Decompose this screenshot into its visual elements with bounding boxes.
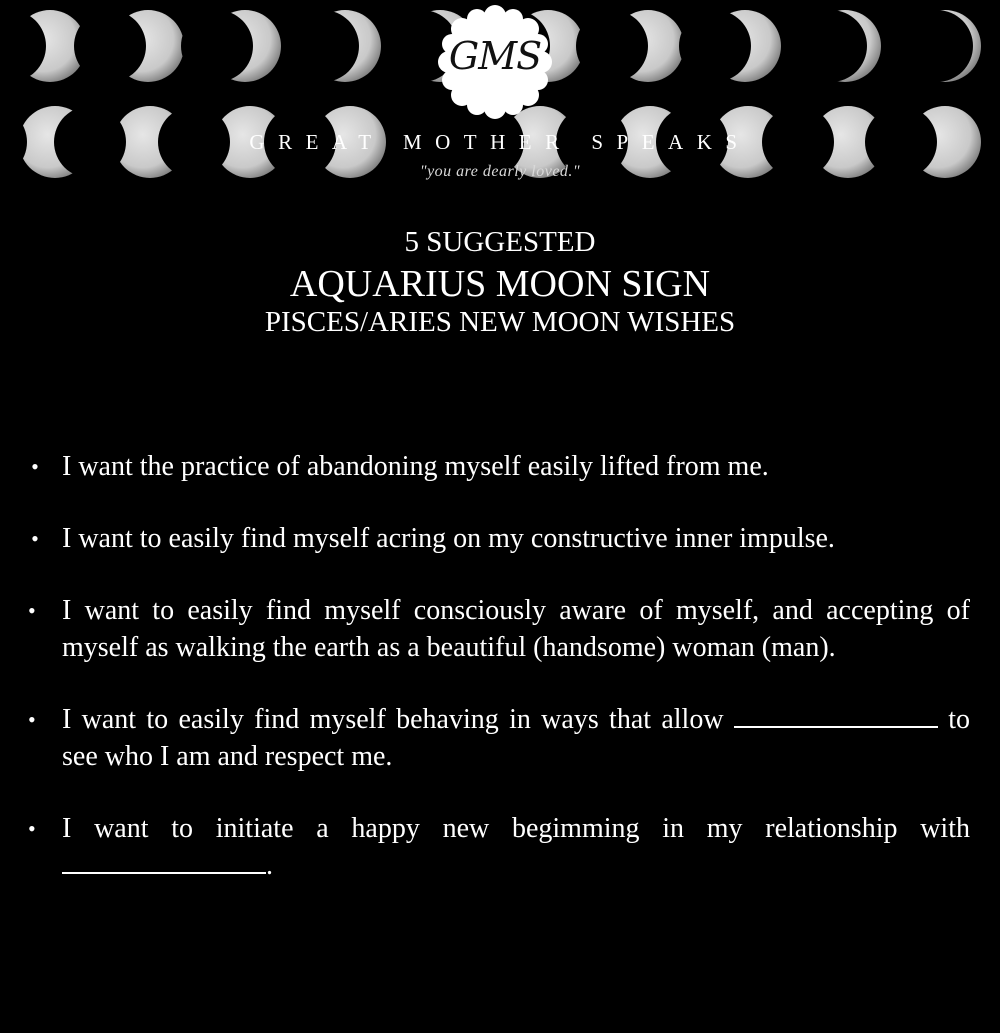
- heading-subtitle: PISCES/ARIES NEW MOON WISHES: [264, 306, 736, 338]
- list-item: [28, 592, 970, 666]
- bullet-icon: •: [28, 816, 36, 841]
- list-item: [28, 810, 970, 884]
- bullet-icon: •: [28, 598, 36, 623]
- fill-in-blank: [734, 702, 938, 728]
- wish-text: I want to easily find myself consciously aware of myself, and accepting of myself as walking the earth as a beautiful (handsome) woman (man).: [62, 595, 970, 663]
- brand-name: GREAT MOTHER SPEAKS: [249, 130, 751, 154]
- moon-phase-icon: [74, 10, 184, 82]
- wish-text-end: to see who I am and respect me.: [62, 704, 970, 772]
- heading-title: AQUARIUS MOON SIGN: [289, 263, 711, 305]
- bullet-icon: •: [31, 454, 39, 479]
- wish-text: I want to easily find myself acring on my constructive inner impulse.: [62, 523, 835, 554]
- logo-monogram: GMS: [448, 34, 542, 78]
- wishes-list: [28, 448, 970, 919]
- moon-phase-icon: [576, 10, 684, 82]
- list-item: [28, 520, 970, 557]
- heading-count: 5 SUGGESTED: [404, 226, 596, 258]
- wish-text: I want to easily find myself behaving in ways that allow: [62, 704, 724, 735]
- wish-text-end: .: [266, 850, 273, 881]
- moon-phase-icon: [287, 10, 381, 82]
- bullet-icon: •: [31, 526, 39, 551]
- fill-in-blank: [62, 848, 266, 874]
- wish-text: I want the practice of abandoning myself easily lifted from me.: [62, 451, 769, 482]
- moon-phase-icon: [901, 10, 981, 82]
- wish-text: I want to initiate a happy new begimming in my relationship with: [62, 813, 970, 844]
- logo-badge: [436, 4, 554, 120]
- moon-phase-icon: [795, 10, 881, 82]
- moon-phase-icon: [679, 10, 781, 82]
- list-item: [28, 701, 970, 775]
- moon-phase-icon: [0, 10, 86, 82]
- list-item: [28, 448, 970, 485]
- bullet-icon: •: [28, 707, 36, 732]
- moon-phase-icon: [181, 10, 281, 82]
- brand-tagline: "you are dearly loved.": [419, 163, 581, 180]
